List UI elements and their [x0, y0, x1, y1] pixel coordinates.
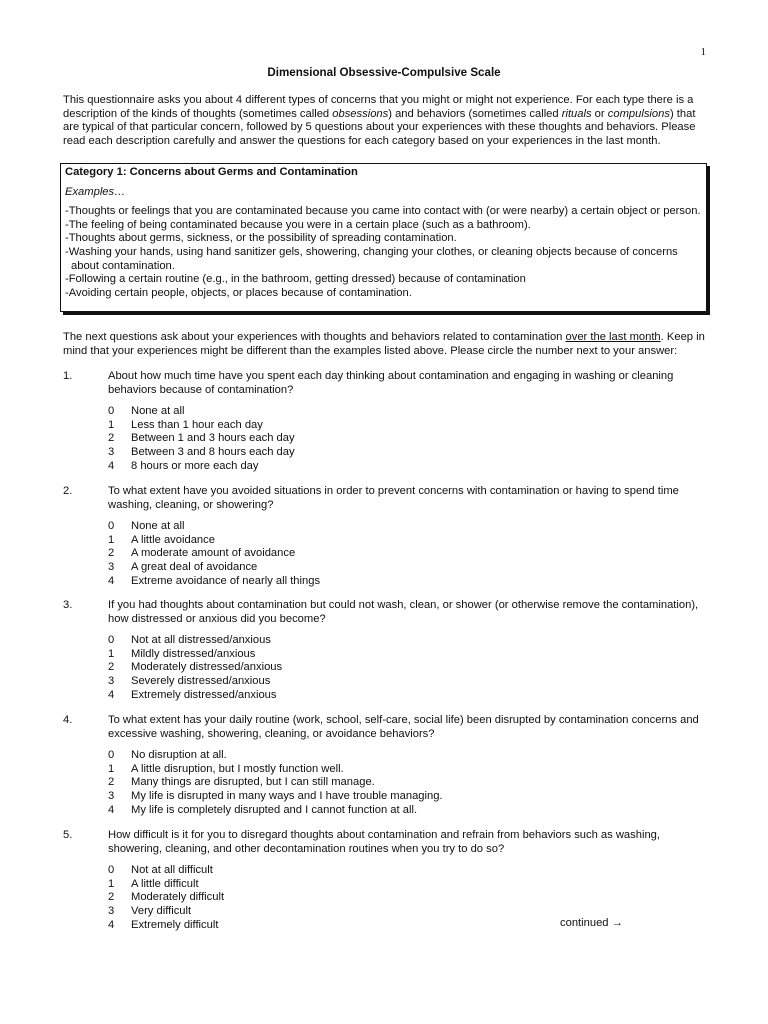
option-label: A little avoidance: [131, 533, 215, 546]
category-examples-heading: Examples…: [65, 185, 126, 198]
option-label: Extreme avoidance of nearly all things: [131, 574, 321, 587]
option-number[interactable]: 1: [108, 418, 115, 431]
answer-options: [108, 749, 708, 817]
example-item: -Avoiding certain people, objects, or places because of contamination.: [65, 286, 412, 299]
answer-option[interactable]: [108, 864, 708, 878]
intro-text-1: This questionnaire asks you about 4 different types of concerns that you might or might not experience. For each type there is a description of the kinds of thoughts (sometimes called: [63, 94, 694, 120]
intro-obsessions: obsessions: [332, 107, 389, 120]
answer-option[interactable]: [108, 790, 708, 804]
option-number[interactable]: 2: [108, 432, 115, 445]
answer-option[interactable]: [108, 460, 708, 474]
option-label: None at all: [131, 405, 185, 418]
continued-note: continued →: [560, 917, 623, 929]
answer-option[interactable]: [108, 561, 708, 575]
question-text: To what extent have you avoided situations in order to prevent concerns with contamination or having to spend time washing, cleaning, or showering?: [108, 485, 679, 511]
option-label: Moderately distressed/anxious: [131, 661, 283, 674]
option-number[interactable]: 3: [108, 904, 115, 917]
answer-option[interactable]: [108, 763, 708, 777]
option-label: Extremely difficult: [131, 918, 219, 931]
example-item: -Following a certain routine (e.g., in the bathroom, getting dressed) because of contamination: [65, 273, 526, 286]
page-number: 1: [700, 46, 706, 58]
intro-text-2: ) and behaviors (sometimes called: [388, 107, 562, 120]
option-number[interactable]: 0: [108, 634, 115, 647]
option-label: Not at all distressed/anxious: [131, 634, 271, 647]
answer-option[interactable]: [108, 634, 708, 648]
question-number: 2.: [63, 485, 73, 497]
option-number[interactable]: 0: [108, 864, 115, 877]
answer-options: [108, 634, 708, 702]
instructions-text-1: The next questions ask about your experiences with thoughts and behaviors related to contamination: [63, 331, 566, 343]
question-text: How difficult is it for you to disregard thoughts about contamination and refrain from behaviors such as washing, showering, cleaning, and other decontamination routines when you try to do so?: [108, 829, 661, 855]
answer-option[interactable]: [108, 419, 708, 433]
example-item: -Thoughts or feelings that you are contaminated because you came into contact with (or were nearby) a certain object or person.: [65, 205, 701, 218]
option-label: Very difficult: [131, 904, 192, 917]
option-number[interactable]: 0: [108, 405, 115, 418]
option-number[interactable]: 4: [108, 574, 115, 587]
intro-paragraph: [63, 94, 708, 148]
option-number[interactable]: 0: [108, 749, 115, 762]
answer-option[interactable]: [108, 446, 708, 460]
instructions-text-2: . Keep in mind that your experiences might be different than the examples listed above. Please circle the number next to your answer:: [63, 331, 705, 357]
option-label: Many things are disrupted, but I can still manage.: [131, 776, 375, 789]
question-text: To what extent has your daily routine (work, school, self-care, social life) been disrupted by contamination concerns and excessive washing, showering, cleaning, or avoidance behaviors?: [108, 714, 699, 740]
option-label: A great deal of avoidance: [131, 560, 258, 573]
option-number[interactable]: 3: [108, 789, 115, 802]
answer-option[interactable]: [108, 689, 708, 703]
option-label: My life is completely disrupted and I cannot function at all.: [131, 803, 418, 816]
answer-option[interactable]: [108, 547, 708, 561]
option-label: A little difficult: [131, 877, 199, 890]
question-text: If you had thoughts about contamination but could not wash, clean, or shower (or otherwise remove the contamination), how distressed or anxious did you become?: [108, 599, 699, 625]
option-label: Extremely distressed/anxious: [131, 688, 277, 701]
question-number: 1.: [63, 370, 73, 382]
intro-compulsions: compulsions: [607, 107, 670, 120]
intro-rituals: rituals: [561, 107, 592, 120]
answer-option[interactable]: [108, 804, 708, 818]
option-label: Not at all difficult: [131, 864, 213, 877]
answer-option[interactable]: [108, 891, 708, 905]
answer-option[interactable]: [108, 878, 708, 892]
answer-option[interactable]: [108, 534, 708, 548]
answer-option[interactable]: [108, 776, 708, 790]
option-number[interactable]: 2: [108, 661, 115, 674]
option-label: 8 hours or more each day: [131, 459, 259, 472]
option-number[interactable]: 1: [108, 533, 115, 546]
question-4: [63, 714, 708, 817]
question-text: About how much time have you spent each day thinking about contamination and engaging in washing or cleaning behaviors because of contamination?: [108, 370, 674, 396]
intro-text-3: ) that are typical of that particular concern, followed by 5 questions about your experiences with these thoughts and behaviors. Please read each description carefully and answer the questions for each category based on your experiences in the last month.: [63, 107, 696, 147]
option-number[interactable]: 4: [108, 803, 115, 816]
answer-option[interactable]: [108, 432, 708, 446]
question-number: 3.: [63, 599, 73, 611]
option-number[interactable]: 1: [108, 762, 115, 775]
answer-option[interactable]: [108, 405, 708, 419]
option-number[interactable]: 3: [108, 560, 115, 573]
option-label: Severely distressed/anxious: [131, 674, 271, 687]
answer-options: [108, 520, 708, 588]
answer-option[interactable]: [108, 661, 708, 675]
option-label: Less than 1 hour each day: [131, 418, 263, 431]
option-label: Between 3 and 8 hours each day: [131, 445, 295, 458]
question-number: 5.: [63, 829, 73, 841]
intro-or: or: [591, 107, 608, 120]
category-title: Category 1: Concerns about Germs and Contamination: [65, 166, 358, 178]
option-number[interactable]: 1: [108, 647, 115, 660]
example-item: -Washing your hands, using hand sanitizer gels, showering, changing your clothes, or cleaning objects because of concerns about contamination.: [65, 245, 678, 272]
option-number[interactable]: 3: [108, 445, 115, 458]
instructions-underlined: over the last month: [565, 331, 661, 343]
example-item: -Thoughts about germs, sickness, or the possibility of spreading contamination.: [65, 232, 457, 245]
question-2: [63, 485, 708, 588]
answer-option[interactable]: [108, 575, 708, 589]
example-item: -The feeling of being contaminated because you were in a certain place (such as a bathroom).: [65, 218, 531, 231]
option-number[interactable]: 1: [108, 877, 115, 890]
question-1: [63, 370, 708, 473]
option-label: My life is disrupted in many ways and I have trouble managing.: [131, 789, 443, 802]
option-number[interactable]: 4: [108, 688, 115, 701]
option-label: No disruption at all.: [131, 749, 227, 762]
instructions-paragraph: [63, 331, 708, 358]
answer-option[interactable]: [108, 520, 708, 534]
question-number: 4.: [63, 714, 73, 726]
question-3: [63, 599, 708, 702]
answer-option[interactable]: [108, 675, 708, 689]
option-number[interactable]: 2: [108, 776, 115, 789]
option-label: Moderately difficult: [131, 891, 225, 904]
category-box: [60, 163, 707, 312]
option-label: Between 1 and 3 hours each day: [131, 432, 295, 445]
option-number[interactable]: 4: [108, 459, 115, 472]
option-number[interactable]: 3: [108, 674, 115, 687]
option-label: Mildly distressed/anxious: [131, 647, 256, 660]
option-label: A little disruption, but I mostly function well.: [131, 762, 344, 775]
option-number[interactable]: 0: [108, 520, 115, 533]
page-title: Dimensional Obsessive-Compulsive Scale: [267, 66, 501, 79]
answer-option[interactable]: [108, 749, 708, 763]
option-number[interactable]: 4: [108, 918, 115, 931]
option-label: A moderate amount of avoidance: [131, 547, 296, 560]
option-number[interactable]: 2: [108, 547, 115, 560]
option-label: None at all: [131, 520, 185, 533]
answer-option[interactable]: [108, 648, 708, 662]
answer-options: [108, 405, 708, 473]
option-number[interactable]: 2: [108, 891, 115, 904]
